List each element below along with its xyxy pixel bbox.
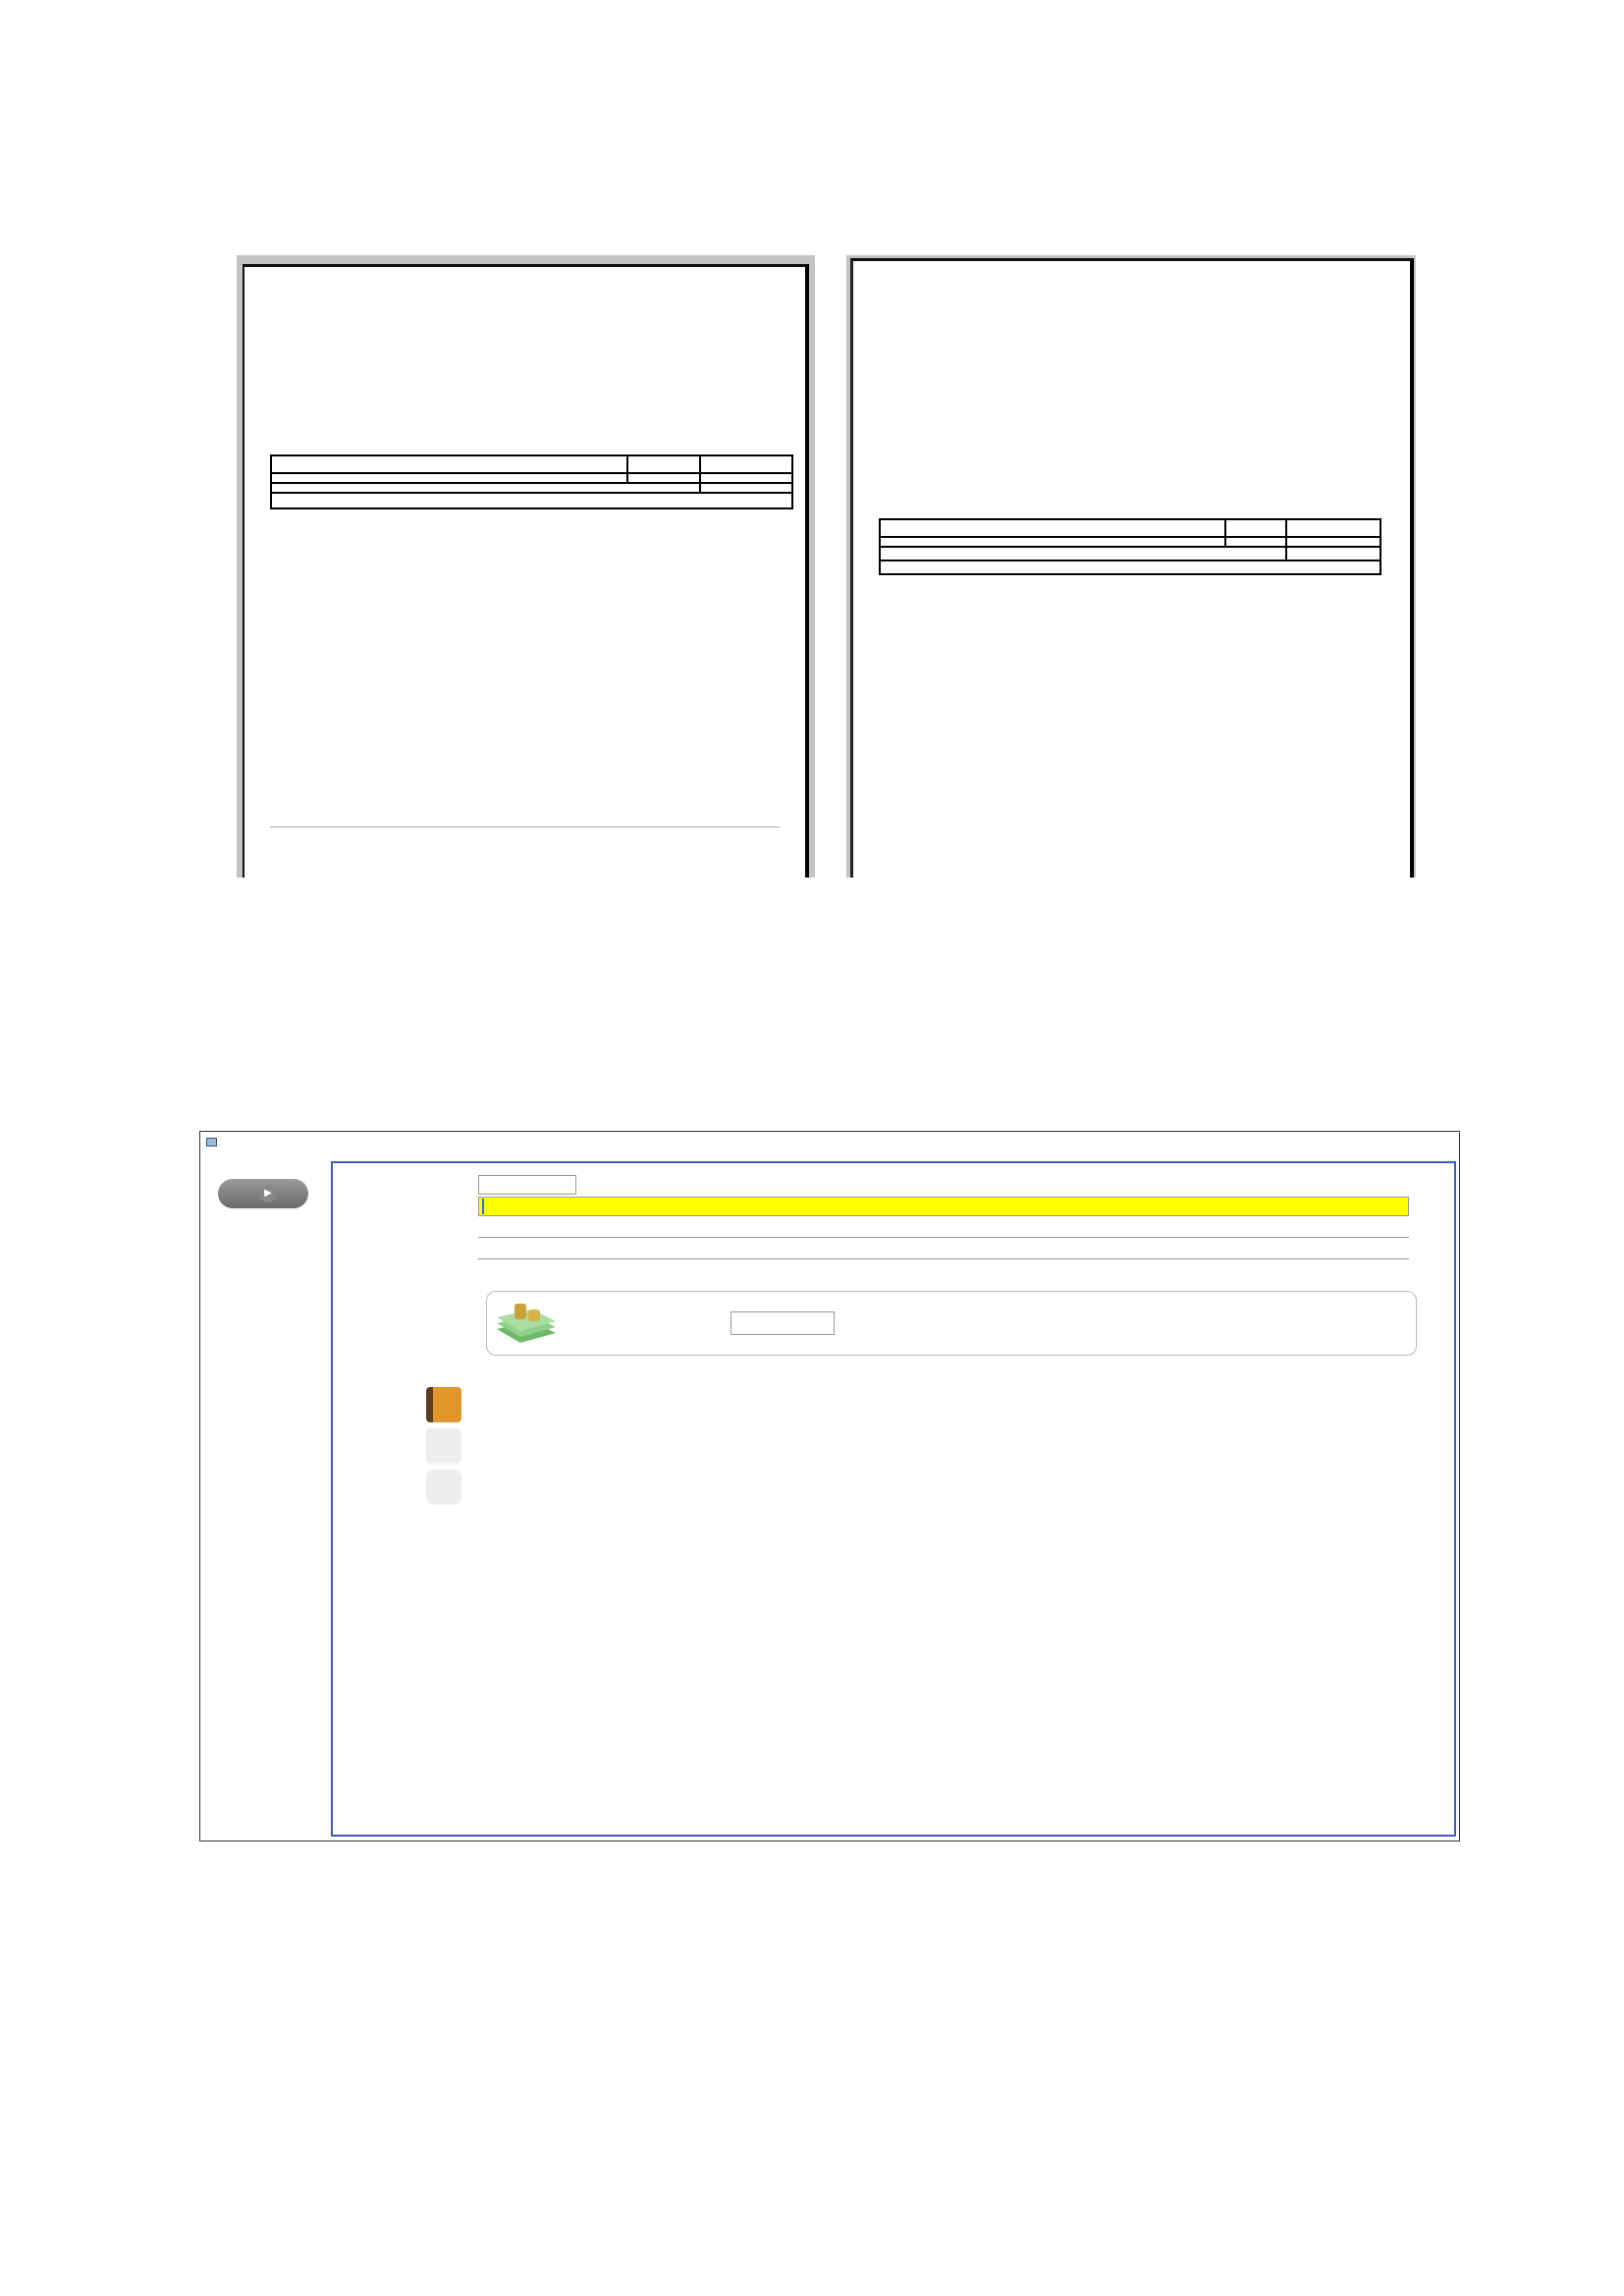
- app-window: [199, 1131, 1460, 1842]
- divider: [270, 827, 780, 828]
- wallet-box: [486, 1291, 1417, 1356]
- header-item: [272, 456, 626, 472]
- title-bar: [200, 1132, 1459, 1151]
- receipt-simple: [237, 255, 815, 878]
- sidebar: [210, 1161, 318, 1228]
- member-code-row: [333, 1175, 576, 1195]
- header-qty: [626, 456, 699, 472]
- app-icon: [206, 1138, 217, 1147]
- totals-block: [881, 546, 1380, 560]
- receipt-paper: [850, 258, 1414, 878]
- receipt-paper: [243, 264, 809, 878]
- items-block: [881, 536, 1380, 546]
- header-amount: [699, 456, 791, 472]
- money-stack-icon: [493, 1298, 564, 1349]
- member-phone-row: [333, 1240, 1409, 1259]
- table-header: [881, 520, 1380, 536]
- amount-in-words: [881, 561, 1380, 573]
- amount-words-row: [272, 492, 791, 507]
- header-item: [881, 520, 1224, 536]
- wallet-icon[interactable]: [426, 1428, 461, 1464]
- member-code-field[interactable]: [478, 1175, 576, 1195]
- header-qty: [1224, 520, 1285, 536]
- home-button[interactable]: [218, 1179, 308, 1208]
- receipt-items-table: [879, 518, 1381, 575]
- package-book-icon[interactable]: [426, 1387, 461, 1422]
- table-header: [272, 456, 791, 472]
- amount-in-words: [272, 494, 791, 507]
- receipt-items-table: [270, 454, 793, 509]
- member-phone-field[interactable]: [478, 1240, 1409, 1259]
- member-name-field[interactable]: [478, 1197, 1409, 1216]
- history-clock-icon[interactable]: [426, 1469, 461, 1505]
- member-panel: [331, 1161, 1456, 1837]
- header-amount: [1285, 520, 1380, 536]
- play-arrow-icon: ▶: [259, 1185, 277, 1202]
- member-address-row: [333, 1218, 1409, 1238]
- member-detail-row: [333, 1197, 1409, 1216]
- receipt-tax-invoice: [846, 255, 1416, 878]
- amount-words-row: [881, 560, 1380, 573]
- totals-block: [272, 482, 791, 492]
- wallet-balance-field: [731, 1311, 835, 1335]
- items-block: [272, 472, 791, 482]
- selected-text: [482, 1199, 484, 1214]
- member-address-field[interactable]: [478, 1218, 1409, 1238]
